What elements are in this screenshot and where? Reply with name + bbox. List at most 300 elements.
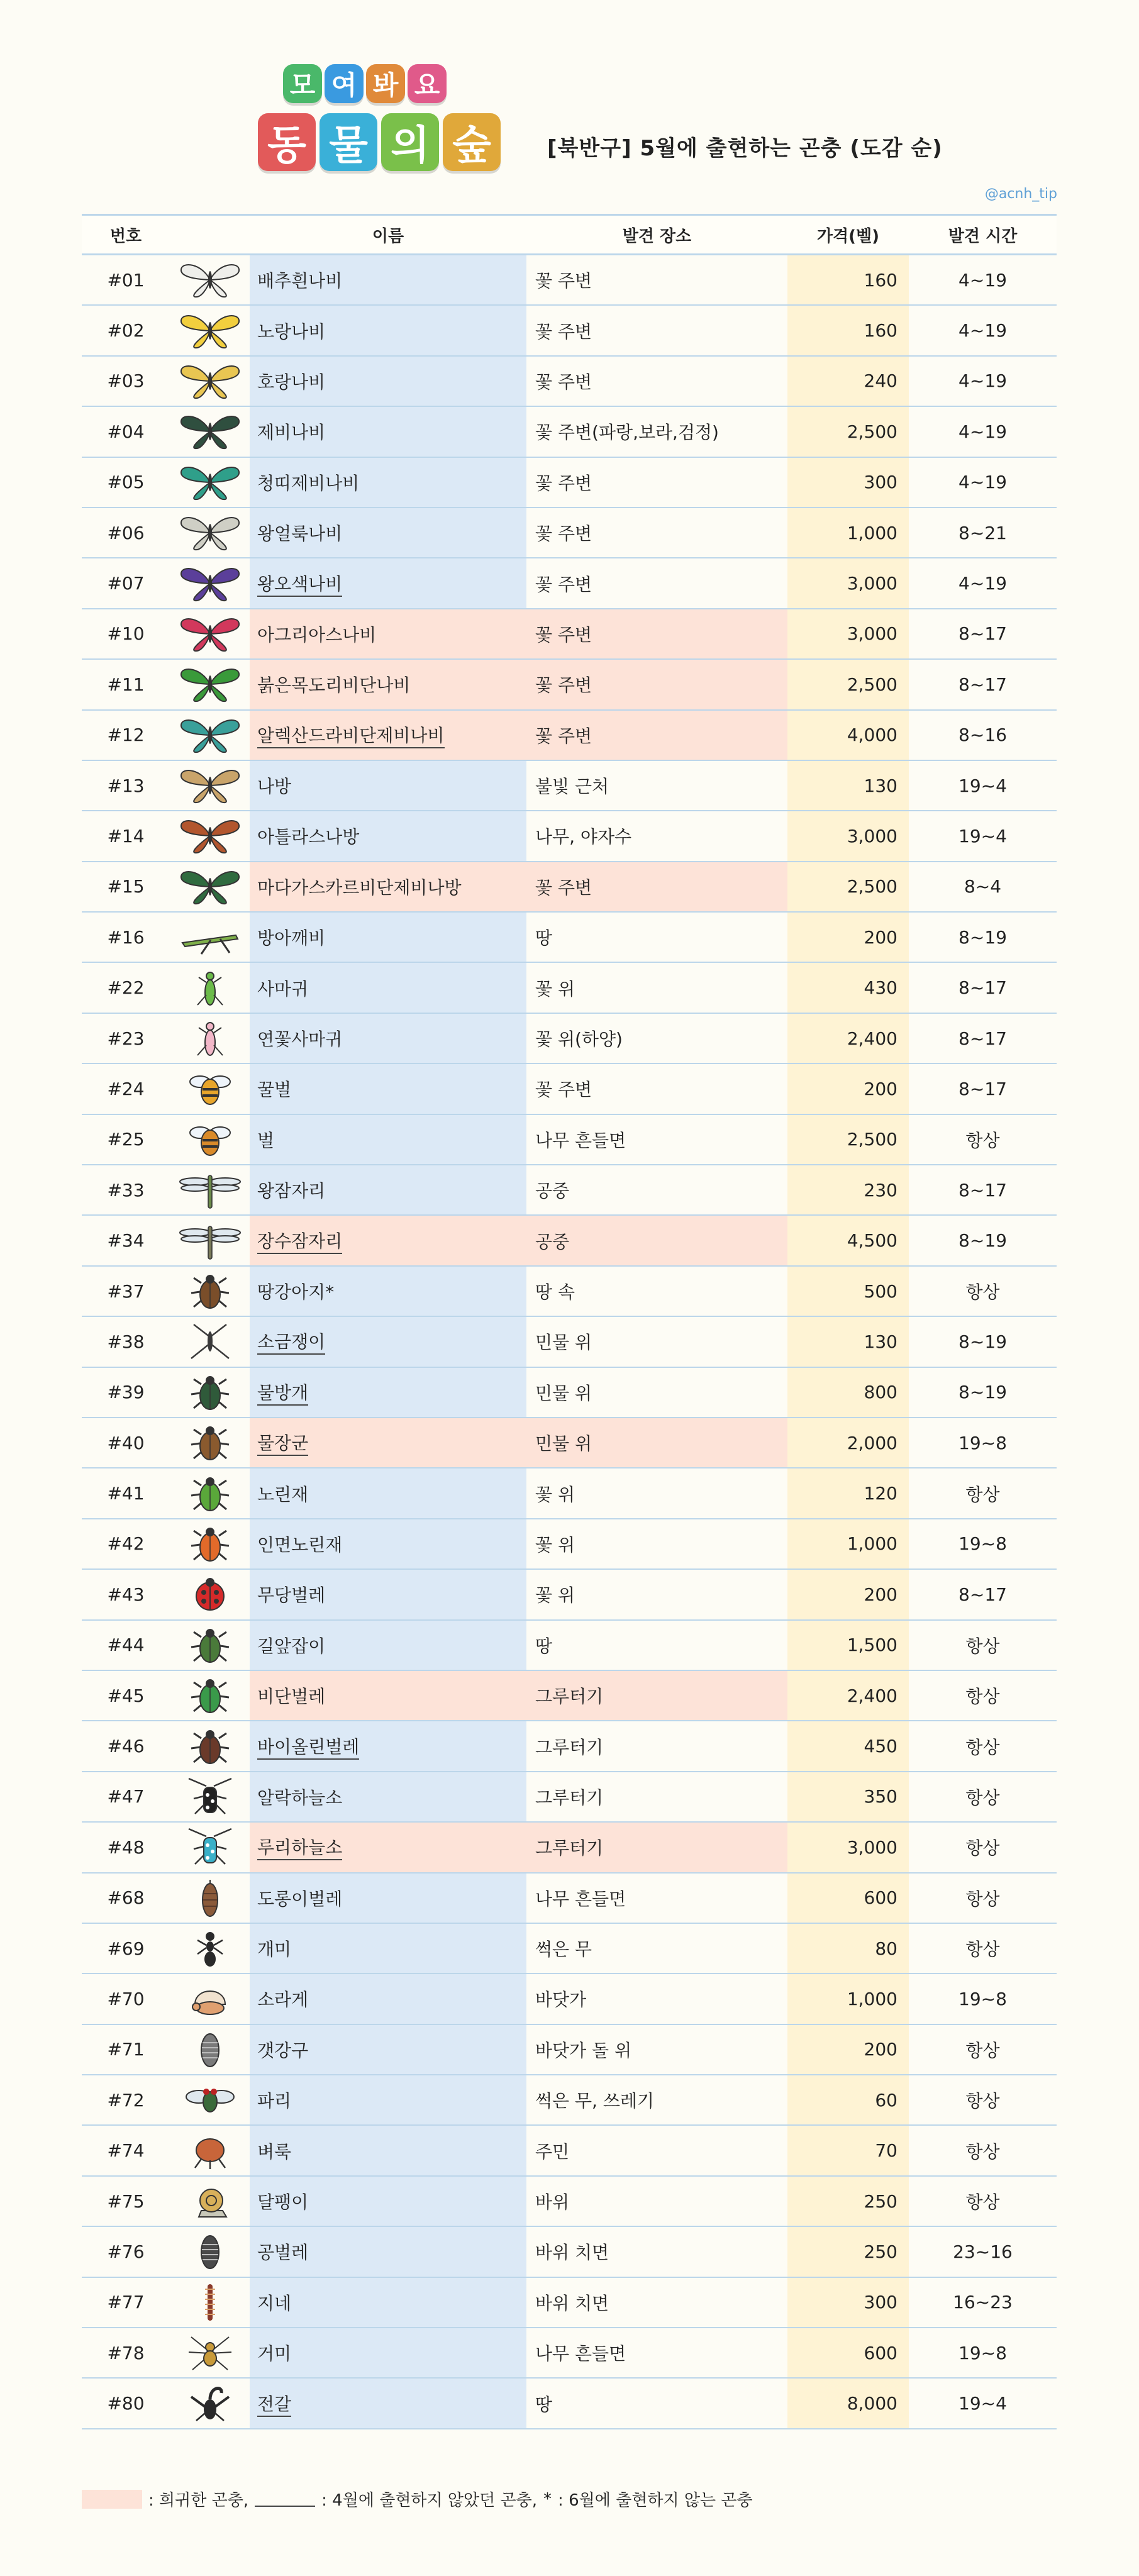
insect-name: 파리 [257, 2090, 292, 2112]
insect-name-cell [250, 2328, 526, 2377]
insect-time: 19~8 [958, 1432, 1007, 1453]
insect-name-cell [250, 508, 526, 557]
insect-number: #02 [107, 320, 145, 341]
insect-name-cell [250, 1165, 526, 1214]
insect-price: 250 [787, 2177, 909, 2226]
insect-number: #77 [107, 2292, 145, 2313]
insect-icon [170, 2379, 250, 2428]
insect-number: #78 [107, 2342, 145, 2363]
insect-number: #06 [107, 522, 145, 543]
insect-name: 물장군 [257, 1430, 308, 1456]
insect-time: 4~19 [958, 421, 1007, 442]
insect-location: 꽃 주변 [526, 862, 787, 911]
insect-time: 항상 [965, 1282, 1000, 1302]
insect-time: 19~4 [958, 775, 1007, 796]
table-row [82, 458, 1057, 508]
insect-price: 60 [787, 2075, 909, 2124]
table-row [82, 357, 1057, 407]
insect-name-cell [250, 2177, 526, 2226]
insect-time: 8~17 [958, 674, 1007, 695]
insect-number: #47 [107, 1786, 145, 1807]
insect-location: 나무 흔들면 [535, 1130, 626, 1151]
table-row [82, 2227, 1057, 2277]
insect-name-cell [250, 407, 526, 456]
insect-icon [170, 2278, 250, 2327]
insect-number: #48 [107, 1836, 145, 1858]
table-row [82, 1519, 1057, 1570]
insect-location: 꽃 주변(파랑,보라,검정) [535, 422, 719, 443]
insect-location: 바위 치면 [535, 2242, 609, 2263]
insect-number: #44 [107, 1635, 145, 1656]
insect-price: 200 [787, 2025, 909, 2074]
insect-name-cell [250, 963, 526, 1012]
insect-icon [170, 2126, 250, 2175]
insect-time: 8~19 [958, 1331, 1007, 1352]
insect-location: 나무 흔들면 [535, 1888, 626, 1909]
insect-time: 4~19 [958, 472, 1007, 493]
insect-number: #33 [107, 1179, 145, 1201]
insect-name: 도롱이벌레 [257, 1888, 343, 1909]
insect-name: 땅강아지* [257, 1282, 335, 1302]
insect-time: 8~19 [958, 1230, 1007, 1252]
insect-location: 그루터기 [535, 1736, 604, 1758]
insect-location: 꽃 주변 [535, 472, 592, 494]
insect-location: 땅 [535, 2394, 553, 2415]
insect-name: 노랑나비 [257, 321, 326, 342]
table-row [82, 1823, 1057, 1873]
insect-name-cell [250, 1064, 526, 1113]
insect-name: 아틀라스나방 [257, 826, 360, 848]
table-row [82, 1014, 1057, 1064]
table-row [82, 1267, 1057, 1317]
insect-price: 1,500 [787, 1621, 909, 1670]
insect-name: 노린재 [257, 1484, 309, 1505]
insect-location: 나무 흔들면 [535, 2343, 626, 2365]
insect-name-cell [250, 2379, 526, 2428]
insect-name-cell [250, 1368, 526, 1417]
insect-icon [170, 1924, 250, 1973]
insect-name-cell [250, 1519, 526, 1568]
insect-time: 19~8 [958, 1988, 1007, 2009]
header-name: 이름 [372, 226, 404, 246]
insect-time: 8~17 [958, 1028, 1007, 1049]
insect-icon [170, 1772, 250, 1821]
insect-name: 사마귀 [257, 978, 309, 999]
insect-name-cell [250, 2126, 526, 2175]
insect-name-cell [250, 1570, 526, 1619]
table-row [82, 1317, 1057, 1367]
insect-name: 알렉산드라비단제비나비 [257, 722, 445, 748]
insect-name: 갯강구 [257, 2040, 309, 2061]
insect-name: 거미 [257, 2343, 292, 2365]
insect-number: #07 [107, 573, 145, 594]
insect-location: 꽃 주변 [526, 711, 787, 760]
insect-price: 1,000 [787, 1519, 909, 1568]
table-row [82, 1418, 1057, 1468]
table-row [82, 862, 1057, 913]
insect-number: #15 [107, 876, 145, 897]
insect-price: 70 [787, 2126, 909, 2175]
insect-price: 2,500 [787, 407, 909, 456]
insect-price: 200 [787, 913, 909, 962]
insect-name: 제비나비 [257, 422, 326, 443]
insect-price: 130 [787, 1317, 909, 1366]
insect-location: 나무, 야자수 [535, 826, 632, 848]
insect-number: #45 [107, 1685, 145, 1706]
insect-name-cell [250, 1468, 526, 1518]
insect-number: #11 [107, 674, 145, 695]
insect-number: #38 [107, 1331, 145, 1352]
insect-time: 항상 [965, 1939, 1000, 1960]
insect-name-cell [250, 1772, 526, 1821]
insect-location: 그루터기 [526, 1671, 787, 1720]
insect-icon [170, 1165, 250, 1214]
insect-location: 꽃 위 [535, 1534, 575, 1555]
insect-name: 바이올린벌레 [257, 1733, 359, 1760]
insect-name: 연꽃사마귀 [257, 1029, 343, 1050]
insect-price: 3,000 [787, 811, 909, 860]
insect-number: #43 [107, 1584, 145, 1605]
insect-time: 19~8 [958, 1533, 1007, 1555]
insect-number: #74 [107, 2140, 145, 2162]
insect-name-cell [250, 458, 526, 507]
table-row [82, 255, 1057, 306]
insect-location: 꽃 주변 [526, 660, 787, 709]
insect-price: 8,000 [787, 2379, 909, 2428]
insect-name: 루리하늘소 [257, 1834, 342, 1860]
insect-time: 4~19 [958, 370, 1007, 392]
insect-price: 600 [787, 2328, 909, 2377]
insect-price: 800 [787, 1368, 909, 1417]
insect-name-cell [250, 862, 526, 911]
logo-char: 의 [381, 113, 439, 171]
table-row [82, 1721, 1057, 1772]
insect-icon [170, 2328, 250, 2377]
rare-swatch [82, 2490, 142, 2509]
insect-icon [170, 811, 250, 860]
insect-price: 120 [787, 1468, 909, 1518]
insect-name-cell [250, 2075, 526, 2124]
insect-icon [170, 407, 250, 456]
insect-location: 꽃 위 [535, 978, 575, 999]
insect-time: 19~8 [958, 2342, 1007, 2363]
insect-number: #41 [107, 1483, 145, 1504]
insect-time: 항상 [965, 1484, 1000, 1505]
insect-location: 꽃 주변 [535, 1079, 592, 1101]
insect-number: #80 [107, 2393, 145, 2414]
insect-name: 붉은목도리비단나비 [257, 675, 411, 696]
insect-number: #03 [107, 370, 145, 392]
insect-name-cell [250, 1974, 526, 2023]
insect-location: 꽃 주변 [535, 321, 592, 342]
insect-icon [170, 1468, 250, 1518]
insect-name-cell [250, 255, 526, 304]
insect-icon [170, 1317, 250, 1366]
insect-time: 8~16 [958, 724, 1007, 746]
insect-icon [170, 1267, 250, 1316]
logo-char: 숲 [443, 113, 501, 171]
table-row [82, 761, 1057, 811]
insect-price: 2,500 [787, 1115, 909, 1164]
insect-icon [170, 711, 250, 760]
insect-name: 배추흰나비 [257, 270, 343, 292]
insect-number: #25 [107, 1129, 145, 1150]
insect-icon [170, 2025, 250, 2074]
insect-time: 4~19 [958, 269, 1007, 291]
insect-price: 160 [787, 255, 909, 304]
insect-location: 불빛 근처 [535, 776, 609, 797]
header-image [170, 216, 250, 253]
insect-time: 4~19 [958, 573, 1007, 594]
table-row [82, 1621, 1057, 1671]
table-row [82, 1115, 1057, 1165]
table-row [82, 1974, 1057, 2024]
insect-price: 4,000 [787, 711, 909, 760]
insect-location: 땅 [535, 1635, 553, 1657]
table-row [82, 1368, 1057, 1418]
insect-number: #16 [107, 926, 145, 948]
insect-number: #12 [107, 724, 145, 746]
insect-name-cell [250, 609, 526, 658]
insect-name: 청띠제비나비 [257, 472, 360, 494]
insect-time: 항상 [965, 1130, 1000, 1151]
insect-icon [170, 1974, 250, 2023]
insect-icon [170, 2227, 250, 2276]
insect-name-cell [250, 1924, 526, 1973]
insect-name-cell [250, 1317, 526, 1366]
insect-time: 8~17 [958, 1584, 1007, 1605]
table-row [82, 811, 1057, 862]
insect-name-cell [250, 711, 526, 760]
insect-icon [170, 508, 250, 557]
legend-rare-label: : 희귀한 곤충, [148, 2491, 249, 2510]
insect-icon [170, 1519, 250, 1568]
insect-icon [170, 2075, 250, 2124]
insect-number: #46 [107, 1736, 145, 1757]
insect-price: 200 [787, 1570, 909, 1619]
insect-name: 장수잠자리 [257, 1228, 342, 1254]
insect-price: 430 [787, 963, 909, 1012]
insect-time: 19~4 [958, 2393, 1007, 2414]
insect-price: 160 [787, 306, 909, 355]
insect-name: 길앞잡이 [257, 1635, 326, 1657]
table-row [82, 508, 1057, 558]
table-row [82, 306, 1057, 356]
table-row [82, 2126, 1057, 2176]
insect-time: 19~4 [958, 825, 1007, 847]
logo-char: 요 [408, 64, 447, 103]
insect-price: 240 [787, 357, 909, 406]
underline-sample [255, 2492, 315, 2507]
insect-icon [170, 255, 250, 304]
insect-icon [170, 1418, 250, 1467]
insect-name: 꿀벌 [257, 1079, 292, 1101]
insect-name: 전갈 [257, 2390, 291, 2417]
insect-time: 23~16 [953, 2241, 1013, 2262]
insect-name-cell [250, 811, 526, 860]
insect-name: 호랑나비 [257, 371, 326, 392]
insect-name-cell [250, 1874, 526, 1923]
insect-location: 꽃 위(하양) [535, 1029, 623, 1050]
insect-location: 바위 치면 [535, 2292, 609, 2314]
insect-time: 8~4 [964, 876, 1002, 897]
insect-name: 소금쟁이 [257, 1328, 325, 1355]
insect-time: 8~19 [958, 926, 1007, 948]
table-row [82, 1671, 1057, 1721]
insect-price: 2,400 [787, 1671, 909, 1720]
insect-name: 왕오색나비 [257, 570, 342, 597]
insect-name: 알락하늘소 [257, 1787, 343, 1808]
insect-price: 4,500 [787, 1216, 909, 1265]
insect-location: 꽃 주변 [535, 574, 592, 595]
insect-name-cell [250, 1267, 526, 1316]
table-row [82, 1064, 1057, 1114]
logo-char: 봐 [366, 64, 405, 103]
insect-icon [170, 1014, 250, 1063]
insect-number: #22 [107, 977, 145, 999]
insect-time: 4~19 [958, 320, 1007, 341]
table-row [82, 609, 1057, 660]
insect-name: 방아깨비 [257, 928, 326, 949]
insect-name-cell [250, 660, 526, 709]
insect-icon [170, 306, 250, 355]
insect-name: 왕얼룩나비 [257, 523, 343, 545]
insect-location: 바위 [535, 2192, 570, 2213]
insect-name-cell [250, 357, 526, 406]
insect-price: 500 [787, 1267, 909, 1316]
insect-name-cell [250, 306, 526, 355]
insect-location: 꽃 위 [535, 1484, 575, 1505]
table-row [82, 660, 1057, 710]
insect-name-cell [250, 1721, 526, 1770]
insect-location: 민물 위 [526, 1418, 787, 1467]
insect-number: #04 [107, 421, 145, 442]
insect-price: 3,000 [787, 1823, 909, 1872]
insect-price: 450 [787, 1721, 909, 1770]
insect-location: 공중 [526, 1216, 787, 1265]
table-row [82, 711, 1057, 761]
insect-location: 땅 속 [535, 1282, 575, 1302]
insect-time: 8~17 [958, 1078, 1007, 1099]
insect-price: 2,500 [787, 862, 909, 911]
insect-time: 8~17 [958, 623, 1007, 645]
insect-icon [170, 913, 250, 962]
insect-location: 썩은 무 [535, 1939, 592, 1960]
insect-price: 1,000 [787, 508, 909, 557]
insect-location: 꽃 주변 [535, 270, 592, 292]
insect-icon [170, 1874, 250, 1923]
header-price: 가격(벨) [816, 226, 880, 246]
insect-name-cell [250, 1823, 526, 1872]
logo-char: 여 [325, 64, 364, 103]
insect-number: #71 [107, 2039, 145, 2060]
insect-name: 비단벌레 [257, 1686, 326, 1707]
insect-icon [170, 1064, 250, 1113]
insect-number: #37 [107, 1280, 145, 1302]
game-logo [258, 50, 535, 176]
insect-number: #42 [107, 1533, 145, 1555]
insect-name-cell [250, 1621, 526, 1670]
insect-icon [170, 1671, 250, 1720]
insect-price: 80 [787, 1924, 909, 1973]
insect-location: 꽃 주변 [535, 371, 592, 392]
insect-name: 공벌레 [257, 2242, 309, 2263]
insect-number: #72 [107, 2089, 145, 2111]
table-row [82, 1570, 1057, 1620]
insect-name: 벼룩 [257, 2141, 292, 2162]
table-row [82, 2328, 1057, 2379]
insect-number: #05 [107, 472, 145, 493]
insect-time: 8~17 [958, 977, 1007, 999]
insect-time: 항상 [965, 1736, 1000, 1758]
legend [82, 2487, 753, 2511]
insect-location: 땅 [535, 928, 553, 949]
insect-time: 항상 [965, 2090, 1000, 2112]
insect-icon [170, 1621, 250, 1670]
table-row [82, 2379, 1057, 2429]
insect-name-cell [250, 2278, 526, 2327]
insect-number: #39 [107, 1382, 145, 1403]
insect-price: 300 [787, 458, 909, 507]
insect-icon [170, 1216, 250, 1265]
insect-name: 지네 [257, 2292, 292, 2314]
insect-name: 개미 [257, 1939, 292, 1960]
logo-char: 모 [283, 64, 322, 103]
page-title: [북반구] 5월에 출현하는 곤충 (도감 순) [547, 136, 943, 161]
legend-star-symbol: * [543, 2489, 552, 2509]
insect-icon [170, 1721, 250, 1770]
legend-new-label: : 4월에 출현하지 않았던 곤충, [321, 2491, 538, 2510]
insect-time: 항상 [965, 1888, 1000, 1909]
insect-price: 2,000 [787, 1418, 909, 1467]
insect-number: #75 [107, 2190, 145, 2212]
insect-location: 주민 [535, 2141, 570, 2162]
insect-icon [170, 609, 250, 658]
insect-name-cell [250, 1014, 526, 1063]
table-row [82, 1468, 1057, 1519]
insect-price: 2,400 [787, 1014, 909, 1063]
legend-star-label: : 6월에 출현하지 않는 곤충 [558, 2491, 753, 2510]
table-row [82, 1165, 1057, 1216]
insect-time: 항상 [965, 2141, 1000, 2162]
insect-name-cell [250, 1418, 526, 1467]
insect-number: #23 [107, 1028, 145, 1049]
insect-time: 8~19 [958, 1382, 1007, 1403]
insect-icon [170, 862, 250, 911]
header [82, 50, 1057, 176]
insect-number: #69 [107, 1938, 145, 1959]
author-credit: @acnh_tip [984, 186, 1057, 202]
insect-name-cell [250, 2227, 526, 2276]
insect-number: #13 [107, 775, 145, 796]
insect-price: 350 [787, 1772, 909, 1821]
insect-price: 600 [787, 1874, 909, 1923]
insect-price: 300 [787, 2278, 909, 2327]
table-row [82, 1772, 1057, 1823]
insect-location: 꽃 주변 [526, 609, 787, 658]
insect-time: 항상 [965, 1787, 1000, 1808]
table-row [82, 963, 1057, 1013]
insect-time: 항상 [965, 2040, 1000, 2061]
insect-location: 썩은 무, 쓰레기 [535, 2090, 654, 2112]
insect-price: 200 [787, 1064, 909, 1113]
insect-name-cell [250, 1115, 526, 1164]
table-row [82, 1216, 1057, 1266]
insect-time: 항상 [965, 1686, 1000, 1707]
insect-name: 마다가스카르비단제비나방 [257, 877, 462, 898]
table-row [82, 2177, 1057, 2227]
insect-location: 꽃 위 [535, 1585, 575, 1606]
